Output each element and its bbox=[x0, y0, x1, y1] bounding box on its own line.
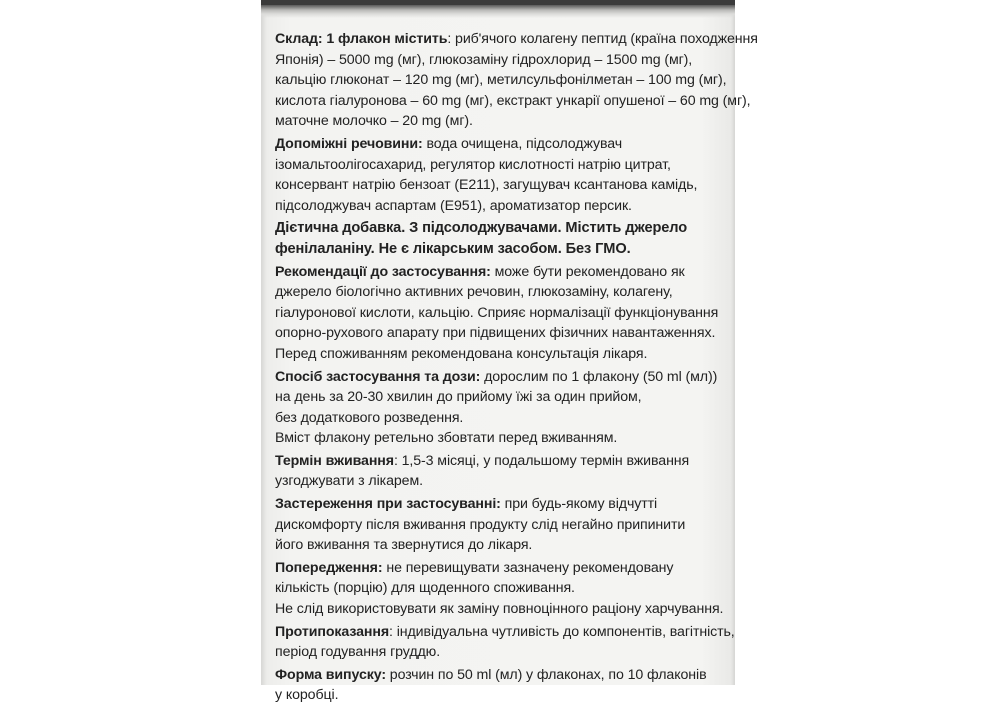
recommendations-line: Перед споживанням рекомендована консультація лікаря. bbox=[275, 345, 648, 362]
duration-line: узгоджувати з лікарем. bbox=[275, 473, 423, 490]
excipients-line: консервант натрію бензоат (E211), загущувач ксантанова камідь, bbox=[275, 177, 698, 194]
notice-line: фенілаланіну. Не є лікарським засобом. Без ГМО. bbox=[275, 240, 631, 257]
excipients-line: ізомальтоолігосахарид, регулятор кислотності натрію цитрат, bbox=[275, 156, 671, 173]
excipients-paragraph bbox=[275, 134, 730, 216]
usage-line: без додаткового розведення. bbox=[275, 409, 464, 426]
contraindications-heading: Протипоказання bbox=[275, 623, 390, 640]
recommendations-line: опорно-рухового апарату при підвищених фізичних навантаженнях. bbox=[275, 325, 716, 342]
warnings-heading: Попередження: bbox=[275, 559, 383, 576]
usage-line: дорослим по 1 флакону (50 ml (мл)) bbox=[480, 368, 718, 385]
usage-line: на день за 20-30 хвилин до прийому їжі за один прийом, bbox=[275, 389, 642, 406]
label-text-block bbox=[275, 29, 758, 708]
release-form-paragraph bbox=[275, 665, 730, 706]
warnings-line: не перевищувати зазначену рекомендовану bbox=[382, 559, 674, 576]
notice-line: Дієтична добавка. З підсолоджувачами. Містить джерело bbox=[275, 220, 688, 237]
precautions-line: його вживання та звернутися до лікаря. bbox=[275, 537, 533, 554]
usage-line: Вміст флакону ретельно збовтати перед вживанням. bbox=[275, 430, 618, 447]
usage-heading: Спосіб застосування та дози: bbox=[275, 368, 481, 385]
excipients-line: підсолоджувач аспартам (E951), ароматизатор персик. bbox=[275, 197, 632, 214]
release-form-line: розчин по 50 ml (мл) у флаконах, по 10 флаконів bbox=[385, 666, 707, 683]
precautions-paragraph bbox=[275, 494, 730, 556]
composition-line: : риб'ячого колагену пептид (країна походження bbox=[447, 31, 758, 47]
precautions-line: дискомфорту після вживання продукту слід негайно припинити bbox=[275, 516, 686, 533]
recommendations-paragraph bbox=[275, 262, 730, 365]
contraindications-line: : індивідуальна чутливість до компонентів, вагітність, bbox=[389, 623, 735, 640]
recommendations-line: гіалуронової кислоти, кальцію. Сприяє нормалізації функціонування bbox=[275, 304, 719, 321]
warnings-line: Не слід використовувати як заміну повноцінного раціону харчування. bbox=[275, 601, 724, 618]
precautions-heading: Застереження при застосуванні: bbox=[275, 496, 501, 513]
release-form-heading: Форма випуску: bbox=[275, 666, 386, 683]
dietary-supplement-notice bbox=[275, 218, 730, 259]
composition-line: кальцію глюконат – 120 mg (мг), метилсульфонілметан – 100 mg (мг), bbox=[275, 72, 727, 89]
contraindications-paragraph bbox=[275, 622, 735, 663]
excipients-heading: Допоміжні речовини: bbox=[275, 135, 423, 152]
composition-line: кислота гіалуронова – 60 mg (мг), екстракт ункарії опушеної – 60 mg (мг), bbox=[275, 92, 751, 109]
recommendations-heading: Рекомендації до застосування: bbox=[275, 263, 491, 280]
duration-heading: Термін вживання bbox=[275, 452, 394, 469]
precautions-line: при будь-якому відчутті bbox=[500, 496, 658, 513]
warnings-paragraph bbox=[275, 558, 730, 620]
composition-line: Японія) – 5000 mg (мг), глюкозаміну гідрохлорид – 1500 mg (мг), bbox=[275, 51, 693, 68]
package-top-flap bbox=[261, 0, 735, 5]
recommendations-line: може бути рекомендовано як bbox=[490, 263, 685, 280]
release-form-line: у коробці. bbox=[275, 687, 339, 704]
composition-paragraph bbox=[275, 29, 758, 132]
contraindications-line: період годування груддю. bbox=[275, 644, 441, 661]
recommendations-line: джерело біологічно активних речовин, глюкозаміну, колагену, bbox=[275, 284, 673, 301]
composition-line: маточне молочко – 20 mg (мг). bbox=[275, 113, 473, 130]
duration-paragraph bbox=[275, 451, 730, 492]
duration-line: : 1,5-3 місяці, у подальшому термін вживання bbox=[393, 452, 690, 469]
excipients-line: вода очищена, підсолоджувач bbox=[422, 135, 623, 152]
usage-paragraph bbox=[275, 367, 730, 449]
warnings-line: кількість (порцію) для щоденного споживання. bbox=[275, 580, 575, 597]
composition-heading: Склад: 1 флакон містить bbox=[275, 31, 448, 47]
